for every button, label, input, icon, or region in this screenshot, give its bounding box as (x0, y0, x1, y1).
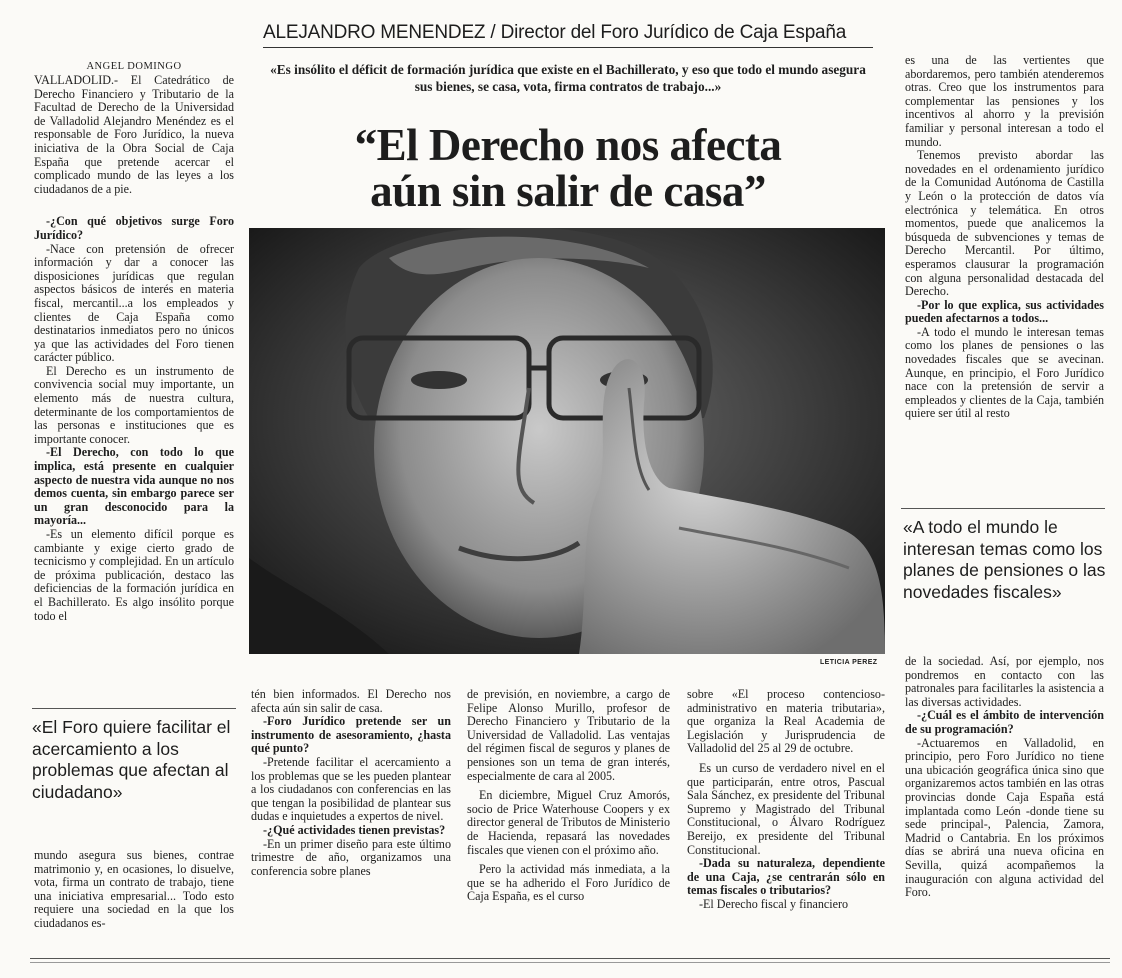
headline-line-2: aún sin salir de casa” (370, 166, 766, 216)
paragraph: Tenemos previsto abordar las novedades en el ordenamiento jurídico de la Comunidad Autónoma de Castilla y León o la protección de datos vía electrónica y telemática. En otros momentos, puede que analicemos la búsqueda de subvenciones y temas de Derecho Mercantil. Por último, esperamos clausurar la programación con alguna personalidad destacada del Derecho. (905, 148, 1104, 299)
header-rule (263, 47, 873, 48)
paragraph: -Actuaremos en Valladolid, en principio, pero Foro Jurídico no tiene una ubicación geográfica única sino que organizaremos actos también en las otras provincias donde Caja España está implantada como León -donde tiene su sede principal-, Palencia, Zamora, Madrid o Cantabria. En los próximos días se abrirá una nueva oficina en Sevilla, quizá acompañemos la inauguración con alguna actividad del Foro. (905, 735, 1104, 900)
headline-line-1: “El Derecho nos afecta (354, 120, 782, 170)
question: -Dada su naturaleza, dependiente de una Caja, ¿se centrarán sólo en temas fiscales o tributarios? (687, 856, 885, 898)
question: -El Derecho, con todo lo que implica, está presente en cualquier aspecto de nuestra vida aunque no nos demos cuenta, sin embargo parece ser un gran desconocido para la mayoría... (34, 445, 234, 528)
question: -¿Qué actividades tienen previstas? (263, 822, 446, 837)
paragraph: -A todo el mundo le interesan temas como los planes de pensiones o las novedades fiscales que se avecinan. Aunque, en principio, el Foro Jurídico nace con la pretensión de servir a empleados y clientes de la Caja, también quiere ser útil al resto (905, 324, 1104, 421)
interview-header (263, 22, 873, 48)
paragraph: -Nace con pretensión de ofrecer información y dar a conocer las disposiciones jurídicas que regulan aspectos básicos de interés en materia fiscal, mercantil...a los empleados y clientes de Caja España como destinatarios inmediatos pero no únicos ya que las actividades del Foro tienen carácter público. (34, 241, 234, 365)
paragraph: -Pretende facilitar el acercamiento a los problemas que se les pueden plantear a los ciudadanos con conferencias en las que tengan la posibilidad de plantear sus dudas e inquietudes a expertos de nivel. (251, 754, 451, 824)
paragraph: de la sociedad. Así, por ejemplo, nos pondremos en contacto con las patronales para facilitarles la asistencia a las diversas actividades. (905, 654, 1104, 709)
paragraph: es una de las vertientes que abordaremos, pero también atenderemos otras. Creo que los instrumentos para complementar las pensiones y los incentivos al ahorro y la previsión familiar y personal interesan a todo el mundo. (905, 53, 1104, 149)
paragraph: de previsión, en noviembre, a cargo de Felipe Alonso Murillo, profesor de Derecho Financiero y Tributario de la Universidad de Valladolid. Las ventajas del régimen fiscal de seguros y planes de pensiones son un tema de gran interés, especialmente de cara al 2005. (467, 687, 670, 783)
column-4 (687, 688, 885, 912)
author-byline: ANGEL DOMINGO (86, 61, 182, 72)
photo-credit: LETICIA PEREZ (820, 659, 878, 666)
column-5-bottom (905, 655, 1104, 900)
pullquote-1-top-rule (32, 708, 236, 709)
question: -¿Con qué objetivos surge Foro Jurídico? (34, 214, 234, 242)
portrait-photo-graphic (249, 228, 885, 654)
paragraph: VALLADOLID.- El Catedrático de Derecho Financiero y Tributario de la Facultad de Derecho de la Universidad de Valladolid Alejandro Menéndez es el responsable de Foro Jurídico, la nueva iniciativa de la Obra Social de Caja España que pretende acercar el complicado mundo de las leyes a los ciudadanos de a pie. (34, 73, 234, 196)
paragraph: -Es un elemento difícil porque es cambiante y exige cierto grado de tecnicismo y complejidad. En un artículo de próxima publicación, destaco las deficiencias de la formación jurídica en el Bachillerato. Es algo insólito porque todo el (34, 527, 234, 623)
question: -Por lo que explica, sus actividades pueden afectarnos a todos... (905, 297, 1104, 326)
lede-quote: «Es insólito el déficit de formación jurídica que existe en el Bachillerato, y eso que todo el mundo asegura sus bienes, se casa, vota, firma contratos de trabajo...» (270, 62, 866, 94)
paragraph: -En un primer diseño para este último trimestre de año, organizamos una conferencia sobre planes (251, 836, 451, 878)
page-bottom-rule-2 (30, 962, 1110, 963)
question: -Foro Jurídico pretende ser un instrumento de asesoramiento, ¿hasta qué punto? (251, 714, 451, 756)
pullquote-2: «A todo el mundo le interesan temas como los planes de pensiones o las novedades fiscales» (903, 517, 1106, 602)
paragraph: -El Derecho fiscal y financiero (699, 896, 849, 911)
column-3 (467, 688, 670, 904)
portrait-photo (249, 228, 885, 654)
paragraph: tén bien informados. El Derecho nos afecta aún sin salir de casa. (251, 687, 451, 715)
paragraph: Es un curso de verdadero nivel en el que participarán, entre otros, Pascual Sala Sánchez, ex presidente del Tribunal Supremo y Magistrado del Tribunal Constitucional, o Álvaro Rodríguez Bereijo, ex presidente del Tribunal Constitucional. (687, 760, 885, 857)
headline (262, 122, 874, 214)
question: -¿Cuál es el ámbito de intervención de su programación? (905, 708, 1104, 736)
paragraph: mundo asegura sus bienes, contrae matrimonio y, en ocasiones, lo disuelve, vota, firma un contrato de trabajo, tiene una iniciativa empresarial... Todo esto requiere una sociedad en la que los ciudadanos es- (34, 848, 234, 930)
paragraph: El Derecho es un instrumento de convivencia social muy importante, un elemento más de nuestra cultura, determinante de los comportamientos de las personas e instituciones que es importante conocer. (34, 363, 234, 446)
pullquote-1: «El Foro quiere facilitar el acercamiento a los problemas que afectan al ciudadano» (32, 717, 231, 802)
pullquote-2-top-rule (901, 508, 1105, 509)
page-bottom-rule (30, 958, 1110, 959)
paragraph: En diciembre, Miguel Cruz Amorós, socio de Price Waterhouse Coopers y ex director general de Tributos de Ministerio de Hacienda, repasará las novedades fiscales que vienen con el próximo año. (467, 788, 670, 857)
column-2 (251, 688, 451, 878)
interviewee-name: ALEJANDRO MENENDEZ (263, 22, 486, 43)
interviewee-role: / Director del Foro Jurídico de Caja España (490, 22, 847, 43)
paragraph: sobre «El proceso contencioso-administrativo en materia tributaria», que organiza la Real Academia de Legislación y Jurisprudencia de Valladolid del 25 al 29 de octubre. (687, 687, 885, 756)
column-5 (905, 54, 1104, 421)
column-1-bottom (34, 849, 234, 931)
column-1 (34, 74, 234, 623)
paragraph: Pero la actividad más inmediata, a la que se ha adherido el Foro Jurídico de Caja España, es el curso (467, 862, 670, 904)
